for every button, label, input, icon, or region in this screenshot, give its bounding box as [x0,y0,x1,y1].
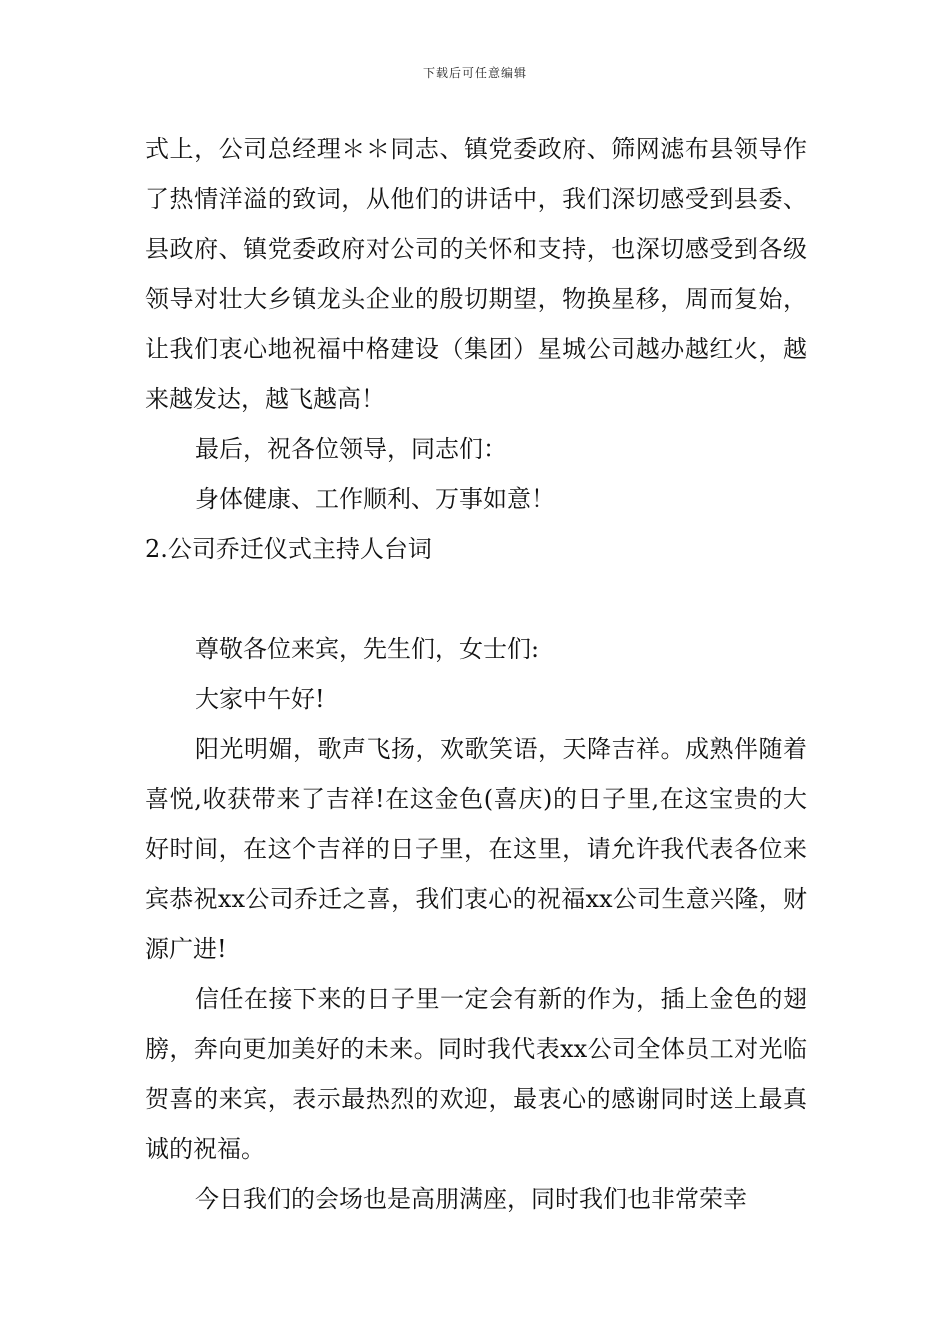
paragraph-good-afternoon: 大家中午好! [195,685,325,713]
paragraph-continued: 式上，公司总经理＊＊同志、镇党委政府、筛网滤布县领导作了热情洋溢的致词，从他们的讲话中，我们深切感受到县委、县政府、镇党委政府对公司的关怀和支持，也深切感受到各级领导对壮大乡镇龙头企业的殷切期望，物换星移，周而复始，让我们衷心地祝福中格建设（集团）星城公司越办越红火，越来越发达，越飞越高！ [145,135,807,413]
blank-line [145,574,807,624]
paragraph-venue: 今日我们的会场也是高朋满座，同时我们也非常荣幸 [195,1185,747,1213]
section-title: 2.公司乔迁仪式主持人台词 [145,535,432,563]
paragraph-closing: 最后，祝各位领导，同志们： [195,435,507,463]
document-body [145,124,807,1224]
paragraph-sunshine: 阳光明媚，歌声飞扬，欢歌笑语，天降吉祥。成熟伴随着喜悦,收获带来了吉祥!在这金色(喜庆)的日子里,在这宝贵的大好时间，在这个吉祥的日子里，在这里，请允许我代表各位来宾恭祝xx公司乔迁之喜，我们衷心的祝福xx公司生意兴隆，财源广进! [145,735,807,963]
paragraph-greeting: 尊敬各位来宾，先生们，女士们: [195,635,540,663]
page-header: 下载后可任意编辑 [422,66,527,80]
paragraph-trust: 信任在接下来的日子里一定会有新的作为，插上金色的翅膀，奔向更加美好的未来。同时我代表xx公司全体员工对光临贺喜的来宾，表示最热烈的欢迎，最衷心的感谢同时送上最真诚的祝福。 [145,985,807,1163]
paragraph-wishes: 身体健康、工作顺利、万事如意！ [195,485,555,513]
